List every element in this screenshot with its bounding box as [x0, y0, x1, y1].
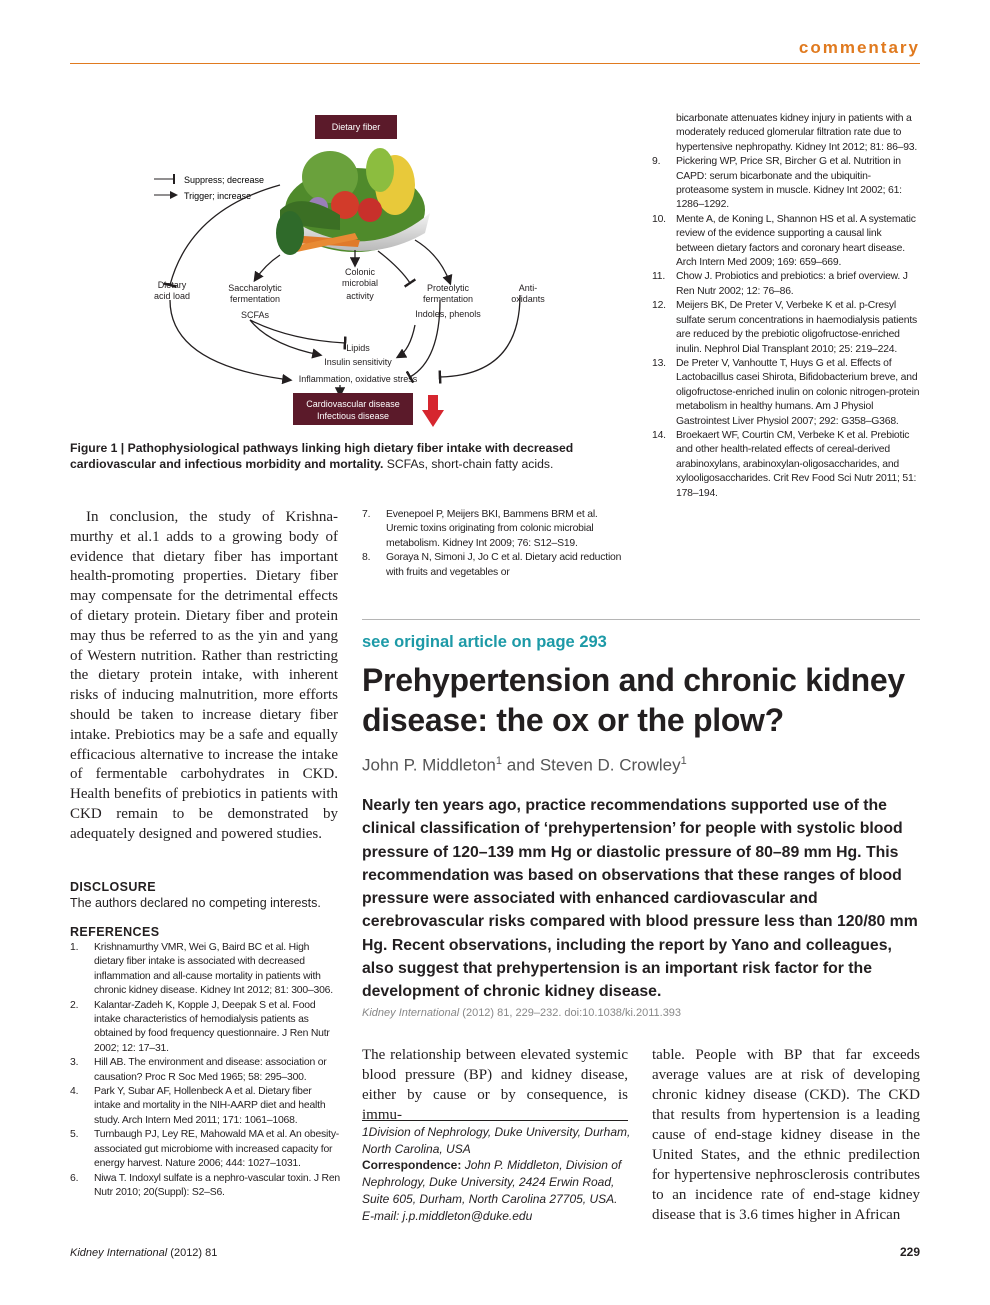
dietary-fiber-label: Dietary fiber [331, 122, 381, 132]
reference-item: 9. Pickering WP, Price SR, Bircher G et al. Nutrition in CAPD: serum bicarbonate and the ubiquitin-proteasome system in muscle. Kidney Int 2002; 61: 1286–1292. [652, 156, 902, 211]
article-title: Prehypertension and chronic kidney disease: the ox or the plow? [362, 662, 905, 738]
figure-caption: Figure 1 | Pathophysiological pathways linking high dietary fiber intake with decreased cardiovascular and infectious morbidity and mortality. SCFAs, short-chain fatty acids. [70, 441, 574, 471]
reference-item: 6. Niwa T. Indoxyl sulfate is a nephro-vascular toxin. J Ren Nutr 2010; 20(Suppl): S2–S6. [70, 1172, 340, 1198]
svg-text:fermentation: fermentation [229, 294, 281, 304]
page-number: 229 [899, 1245, 920, 1259]
node-scfas: SCFAs [240, 310, 270, 320]
article-authors: John P. Middleton$^1$ and Steven D. Crowley$^1$ [362, 755, 687, 775]
reference-item: 2. Kalantar-Zadeh K, Kopple J, Deepak S et al. Food intake characteristics of hemodialysis patients as obtained by food frequency questionnaire. J Ren Nutr 2002; 12: 17–31. [70, 999, 330, 1054]
body-text-col1: The relationship between elevated systemic blood pressure (BP) and kidney disease, either by cause or by consequence, is immu- [362, 1047, 628, 1123]
pathway-figure [140, 115, 545, 435]
legend-suppress: Suppress; decrease [184, 175, 265, 185]
outcome-cvd: Cardiovascular disease [306, 399, 400, 409]
reference-item: 13. De Preter V, Vanhoutte T, Huys G et al. Effects of Lactobacillus casei Shirota, Bifidobacterium breve, and oligofructose-enriched inulin on colonic nitrogen-protein metabolism in healthy humans. Am J Physiol Gastrointest Liver Physiol 2007; 292: G358–G368. [652, 357, 920, 427]
node-antioxidants: Anti- [518, 283, 538, 293]
references-col1 [70, 941, 340, 1200]
legend-trigger: Trigger; increase [184, 191, 252, 201]
vegetable-bowl-image [276, 148, 430, 255]
reference-item: 14. Broekaert WF, Courtin CM, Verbeke K et al. Prebiotic and other health-related effects of cereal-derived arabinoxylans, arabinoxylan-oligosaccharides, and xylooligosaccharides. Crit Rev Food Sci Nutr 2011; 51: 178–194. [652, 429, 917, 499]
section-label: commentary [798, 38, 920, 57]
node-colonic: Colonic [344, 267, 376, 277]
node-insulin: Insulin sensitivity [324, 357, 392, 367]
email-link[interactable]: E-mail: j.p.middleton@duke.edu [362, 1208, 533, 1223]
footer-journal: Kidney International (2012) 81 [70, 1247, 218, 1259]
node-dietary-acid: Dietary [157, 280, 187, 290]
references-col3 [652, 112, 920, 501]
node-proteolytic: Proteolytic [426, 283, 470, 293]
citation-line: Kidney International (2012) 81, 229–232. doi:10.1038/ki.2011.393 [362, 1007, 682, 1019]
node-saccharolytic: Saccharolytic [228, 283, 282, 293]
references-col2 [362, 508, 624, 580]
reference-item: 3. Hill AB. The environment and disease: association or causation? Proc R Soc Med 1965; 58: 295–300. [70, 1057, 327, 1083]
reference-item: 11. Chow J. Probiotics and prebiotics: a brief overview. J Ren Nutr 2002; 12: 76–86. [652, 271, 908, 297]
conclusion-text: In conclusion, the study of Krishna-murthy et al.1 adds to a growing body of evidence that dietary fiber has important health-promoting properties. Dietary fiber may compensate for the detrimental effects of dietary protein. Dietary fiber and protein may thus be referred to as the yin and yang of Western nutrition. Rather than restricting the dietary protein intake, with inherent risks of inducing malnutrition, more efforts should be taken to increase dietary fiber intake. Prebiotics may be a safe and equally efficacious alternative to increase the intake of fermentable carbohydrates in CKD. Health benefits of prebiotics in patients with CKD remain to be demonstrated by adequately designed and powered studies. [70, 509, 338, 842]
reference-item: 5. Turnbaugh PJ, Ley RE, Mahowald MA et al. An obesity-associated gut microbiome with increased capacity for energy harvest. Nature 2006; 444: 1027–1031. [70, 1129, 340, 1170]
reference-continuation: bicarbonate attenuates kidney injury in patients with a moderately reduced glomerular filtration rate due to hypertensive nephropathy. Kidney Int 2012; 81: 86–93. [676, 113, 918, 153]
svg-text:fermentation: fermentation [422, 294, 474, 304]
see-original-link[interactable]: see original article on page 293 [362, 633, 607, 651]
outcome-infectious: Infectious disease [316, 411, 390, 421]
node-indoles: Indoles, phenols [415, 309, 481, 319]
decrease-arrow-icon [422, 395, 444, 427]
section-divider [362, 619, 920, 620]
reference-item: 1. Krishnamurthy VMR, Wei G, Baird BC et al. High dietary fiber intake is associated with decreased inflammation and all-cause mortality in patients with chronic kidney disease. Kidney Int 2012; 81: 300–306. [70, 942, 333, 997]
header-rule [70, 63, 920, 64]
footnotes [362, 1124, 632, 1224]
svg-text:oxidants: oxidants [511, 294, 545, 304]
correspondence: Correspondence: John P. Middleton, Division of Nephrology, Duke University, 2424 Erwin Road, Suite 605, Durham, North Carolina 27705, USA. [362, 1158, 622, 1206]
reference-item: 4. Park Y, Subar AF, Hollenbeck A et al. Dietary fiber intake and mortality in the NIH-AARP diet and health study. Arch Intern Med 2011; 171: 1061–1068. [70, 1086, 326, 1126]
svg-text:activity: activity [346, 291, 374, 301]
footnote-rule [362, 1120, 628, 1121]
references-heading: REFERENCES [70, 925, 160, 939]
disclosure-heading: DISCLOSURE [70, 880, 156, 894]
node-lipids: Lipids [346, 343, 370, 353]
article-abstract: Nearly ten years ago, practice recommendations supported use of the clinical classification of ‘prehypertension’ for people with systolic blood pressure of 120–139 mm Hg or diastolic pressure of 80–89 mm Hg. This recommendation was based on observations that these ranges of blood pressure were associated with enhanced cardiovascular and cerebrovascular risks compared with blood pressure less than 120/80 mm Hg. Recent observations, including the report by Yano and colleagues, also suggest that prehypertension is an important risk factor for the development of chronic kidney disease. [362, 797, 918, 1001]
node-inflammation: Inflammation, oxidative stress [298, 374, 418, 384]
reference-item: 12. Meijers BK, De Preter V, Verbeke K et al. p-Cresyl sulfate serum concentrations in haemodialysis patients are reduced by the prebiotic oligofructose-enriched inulin. Nephrol Dial Transplant 2010; 25: 219–224. [652, 300, 918, 355]
reference-item: 8. Goraya N, Simoni J, Jo C et al. Dietary acid reduction with fruits and vegetables or [362, 552, 622, 578]
affiliation: 1Division of Nephrology, Duke University, Durham, North Carolina, USA [362, 1125, 631, 1156]
reference-item: 7. Evenepoel P, Meijers BKI, Bammens BRM et al. Uremic toxins originating from colonic microbial metabolism. Kidney Int 2009; 76: S12–S19. [362, 509, 598, 549]
body-text-col2: table. People with BP that far exceeds average values are at risk of developing chronic kidney disease (CKD). The CKD that results from hypertension is a leading cause of end-stage kidney disease in the United States, and the ethnic predilection for hypertensive nephrosclerosis contributes to an incidence rate of end-stage kidney disease that is 3.6 times higher in African [652, 1047, 920, 1223]
svg-text:acid load: acid load [153, 291, 191, 301]
disclosure-text: The authors declared no competing interests. [70, 896, 321, 910]
reference-item: 10. Mente A, de Koning L, Shannon HS et al. A systematic review of the evidence supporting a causal link between dietary factors and coronary heart disease. Arch Intern Med 2009; 169: 659–669. [652, 213, 916, 269]
svg-text:microbial: microbial [341, 278, 379, 288]
